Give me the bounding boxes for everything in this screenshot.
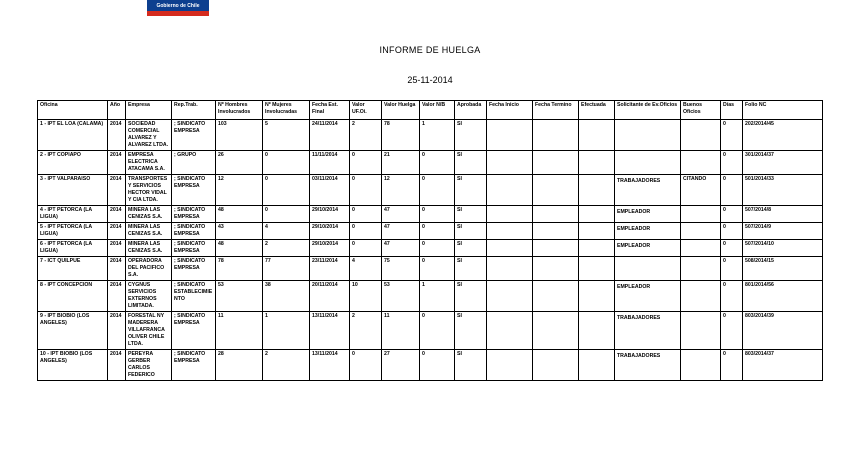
strike-report-table <box>37 100 823 381</box>
table-cell: 78 <box>382 120 420 151</box>
column-header: Fecha Inicio <box>487 101 533 120</box>
table-row <box>38 257 823 281</box>
table-row <box>38 151 823 175</box>
table-cell <box>533 151 579 175</box>
column-header: Año <box>108 101 126 120</box>
column-header: Fecha Termino <box>533 101 579 120</box>
gobierno-logo <box>147 0 209 16</box>
table-cell <box>487 240 533 257</box>
table-cell: 48 <box>216 206 263 223</box>
table-cell <box>487 223 533 240</box>
table-cell: 28 <box>216 350 263 381</box>
table-cell: 53 <box>382 281 420 312</box>
table-cell: 0 <box>420 206 455 223</box>
table-cell: 0 <box>721 120 743 151</box>
table-cell <box>579 240 615 257</box>
table-cell: TRANSPORTES Y SERVICIOS HECTOR VIDAL Y CIA LTDA. <box>126 175 172 206</box>
table-cell: EMPLEADOR <box>615 206 681 223</box>
table-cell: 12 <box>382 175 420 206</box>
table-cell <box>487 281 533 312</box>
table-cell: 8 - IPT CONCEPCION <box>38 281 108 312</box>
table-cell: 0 <box>350 151 382 175</box>
table-cell: ; SINDICATO EMPRESA <box>172 257 216 281</box>
table-cell <box>579 257 615 281</box>
table-cell <box>487 257 533 281</box>
column-header: Empresa <box>126 101 172 120</box>
column-header: Buenos Oficios <box>681 101 721 120</box>
table-cell: 0 <box>420 223 455 240</box>
table-cell: 0 <box>263 151 310 175</box>
column-header: Días <box>721 101 743 120</box>
table-cell: 9 - IPT BIOBIO (LOS ANGELES) <box>38 312 108 350</box>
table-cell <box>681 206 721 223</box>
table-cell: 7 - ICT QUILPUE <box>38 257 108 281</box>
report-title: INFORME DE HUELGA <box>379 45 481 55</box>
table-cell: 2014 <box>108 120 126 151</box>
table-cell: 507/2014/10 <box>743 240 823 257</box>
column-header: Valor Huelga <box>382 101 420 120</box>
column-header: Efectuada <box>579 101 615 120</box>
table-header-row <box>38 101 823 120</box>
table-cell: SI <box>455 350 487 381</box>
table-cell <box>615 120 681 151</box>
table-cell: 43 <box>216 223 263 240</box>
table-cell <box>487 206 533 223</box>
table-cell: SI <box>455 257 487 281</box>
table-cell: 27 <box>382 350 420 381</box>
table-cell <box>681 350 721 381</box>
column-header: Aprobada <box>455 101 487 120</box>
table-cell <box>487 175 533 206</box>
table-cell: ; SINDICATO EMPRESA <box>172 312 216 350</box>
table-cell <box>487 120 533 151</box>
column-header: Oficina <box>38 101 108 120</box>
table-cell: SI <box>455 206 487 223</box>
table-cell: ; SINDICATO EMPRESA <box>172 120 216 151</box>
table-cell <box>681 151 721 175</box>
report-date: 25-11-2014 <box>407 75 453 85</box>
table-cell: CITANDO <box>681 175 721 206</box>
table-cell: 4 <box>350 257 382 281</box>
table-cell: 2 <box>263 240 310 257</box>
table-cell: 2 <box>350 120 382 151</box>
table-cell <box>533 240 579 257</box>
table-cell: 508/2014/15 <box>743 257 823 281</box>
table-row <box>38 281 823 312</box>
table-cell: 0 <box>263 175 310 206</box>
table-cell <box>579 281 615 312</box>
table-cell: 2014 <box>108 281 126 312</box>
table-cell: 0 <box>721 350 743 381</box>
table-cell: CYGNUS SERVICIOS EXTERNOS LIMITADA. <box>126 281 172 312</box>
table-cell <box>533 175 579 206</box>
table-cell <box>615 151 681 175</box>
table-cell <box>487 312 533 350</box>
table-cell: FORESTAL NY MADERERA VILLAFRANCA OLIVER CHILE LTDA. <box>126 312 172 350</box>
table-cell <box>533 312 579 350</box>
table-cell: 0 <box>420 175 455 206</box>
table-row <box>38 240 823 257</box>
table-cell: MINERA LAS CENIZAS S.A. <box>126 206 172 223</box>
table-cell: 47 <box>382 223 420 240</box>
table-cell: 1 <box>420 120 455 151</box>
table-cell: 0 <box>721 175 743 206</box>
table-cell: 2 - IPT COPIAPO <box>38 151 108 175</box>
table-cell: ; SINDICATO EMPRESA <box>172 206 216 223</box>
table-cell: 0 <box>350 240 382 257</box>
table-cell: 0 <box>721 151 743 175</box>
table-cell: 2014 <box>108 223 126 240</box>
table-cell: 5 - IPT PETORCA (LA LIGUA) <box>38 223 108 240</box>
table-cell: 13/11/2014 <box>310 350 350 381</box>
table-cell: 0 <box>350 350 382 381</box>
table-cell: 29/10/2014 <box>310 223 350 240</box>
table-row <box>38 223 823 240</box>
table-cell: ; GRUPO <box>172 151 216 175</box>
table-row <box>38 120 823 151</box>
table-cell <box>533 206 579 223</box>
table-cell: 0 <box>721 312 743 350</box>
table-cell <box>681 120 721 151</box>
table-cell: 803/2014/39 <box>743 312 823 350</box>
table-cell: TRABAJADORES <box>615 350 681 381</box>
table-cell: SI <box>455 151 487 175</box>
table-cell: 0 <box>420 240 455 257</box>
table-cell: 5 <box>263 120 310 151</box>
table-cell: 0 <box>721 257 743 281</box>
table-cell: 0 <box>721 206 743 223</box>
table-cell: 0 <box>721 281 743 312</box>
table-cell <box>681 312 721 350</box>
column-header: Rep.Trab. <box>172 101 216 120</box>
table-cell <box>681 240 721 257</box>
table-cell: 4 <box>263 223 310 240</box>
table-cell: ; SINDICATO EMPRESA <box>172 175 216 206</box>
table-cell: 801/2014/56 <box>743 281 823 312</box>
table-cell: SOCIEDAD COMERCIAL ALVAREZ Y ALVAREZ LTDA. <box>126 120 172 151</box>
table-cell: 507/2014/9 <box>743 223 823 240</box>
table-cell <box>487 350 533 381</box>
table-row <box>38 350 823 381</box>
table-cell <box>681 257 721 281</box>
table-cell: SI <box>455 120 487 151</box>
table-row <box>38 206 823 223</box>
column-header: Valor UF.Oi. <box>350 101 382 120</box>
table-cell: 103 <box>216 120 263 151</box>
table-cell: 4 - IPT PETORCA (LA LIGUA) <box>38 206 108 223</box>
table-cell: 38 <box>263 281 310 312</box>
table-cell: 2014 <box>108 151 126 175</box>
table-cell: 0 <box>721 223 743 240</box>
table-cell <box>487 151 533 175</box>
table-cell: 11 <box>216 312 263 350</box>
table-cell: 2014 <box>108 350 126 381</box>
table-cell: 03/11/2014 <box>310 175 350 206</box>
column-header: Fecha Est. Final <box>310 101 350 120</box>
table-cell: 77 <box>263 257 310 281</box>
table-cell: 10 - IPT BIOBIO (LOS ANGELES) <box>38 350 108 381</box>
table-row <box>38 175 823 206</box>
table-cell <box>579 120 615 151</box>
table-cell: 29/10/2014 <box>310 206 350 223</box>
table-cell: SI <box>455 312 487 350</box>
table-cell: OPERADORA DEL PACIFICO S.A. <box>126 257 172 281</box>
table-cell: 29/10/2014 <box>310 240 350 257</box>
table-cell: PEREYRA GERBER CARLOS FEDERICO <box>126 350 172 381</box>
table-cell: 0 <box>350 223 382 240</box>
table-cell: 2014 <box>108 312 126 350</box>
table-cell: SI <box>455 240 487 257</box>
table-cell: ; SINDICATO EMPRESA <box>172 350 216 381</box>
table-cell: 1 <box>263 312 310 350</box>
column-header: Folio NC <box>743 101 823 120</box>
table-cell: 3 - IPT VALPARAISO <box>38 175 108 206</box>
table-cell: 12 <box>216 175 263 206</box>
table-cell: 1 - IPT EL LOA (CALAMA) <box>38 120 108 151</box>
table-cell: 75 <box>382 257 420 281</box>
column-header: Nº Mujeres Involucradas <box>263 101 310 120</box>
table-cell: EMPLEADOR <box>615 281 681 312</box>
table-cell: 10 <box>350 281 382 312</box>
table-cell: TRABAJADORES <box>615 312 681 350</box>
table-cell: 48 <box>216 240 263 257</box>
table-cell: SI <box>455 223 487 240</box>
table-cell: 2 <box>350 312 382 350</box>
table-cell <box>533 257 579 281</box>
table-cell <box>579 175 615 206</box>
table-cell: 0 <box>420 350 455 381</box>
table-cell <box>533 120 579 151</box>
table-cell: 0 <box>420 312 455 350</box>
table-cell: 501/2014/33 <box>743 175 823 206</box>
table-cell: MINERA LAS CENIZAS S.A. <box>126 223 172 240</box>
table-cell: 47 <box>382 206 420 223</box>
table-cell: 0 <box>350 175 382 206</box>
table-cell: 2014 <box>108 257 126 281</box>
table-cell: EMPLEADOR <box>615 223 681 240</box>
table-cell: 78 <box>216 257 263 281</box>
column-header: Nº Hombres Involucrados <box>216 101 263 120</box>
table-cell: 53 <box>216 281 263 312</box>
table-cell <box>615 257 681 281</box>
table-cell: SI <box>455 175 487 206</box>
table-cell <box>681 223 721 240</box>
table-cell: 20/11/2014 <box>310 281 350 312</box>
table-cell <box>533 223 579 240</box>
table-cell: 2014 <box>108 240 126 257</box>
table-cell: ; SINDICATO EMPRESA <box>172 223 216 240</box>
logo-red-stripe <box>147 11 209 16</box>
table-cell: 47 <box>382 240 420 257</box>
table-cell: TRABAJADORES <box>615 175 681 206</box>
table-cell: 0 <box>420 257 455 281</box>
table-cell: 21 <box>382 151 420 175</box>
table-cell: 23/11/2014 <box>310 257 350 281</box>
table-cell <box>579 350 615 381</box>
table-cell: SI <box>455 281 487 312</box>
table-cell <box>579 312 615 350</box>
table-cell <box>533 350 579 381</box>
table-cell: 803/2014/37 <box>743 350 823 381</box>
table-cell: ; SINDICATO ESTABLECIMIENTO <box>172 281 216 312</box>
column-header: Valor N/B <box>420 101 455 120</box>
table-row <box>38 312 823 350</box>
table-cell: 2014 <box>108 206 126 223</box>
table-cell: 507/2014/8 <box>743 206 823 223</box>
table-cell: 0 <box>420 151 455 175</box>
table-cell: MINERA LAS CENIZAS S.A. <box>126 240 172 257</box>
table-cell: 11 <box>382 312 420 350</box>
table-cell <box>579 206 615 223</box>
table-cell <box>533 281 579 312</box>
table-cell: ; SINDICATO EMPRESA <box>172 240 216 257</box>
table-cell: EMPLEADOR <box>615 240 681 257</box>
table-cell: 26 <box>216 151 263 175</box>
column-header: Solicitante de Ev.Oficios <box>615 101 681 120</box>
table-cell: 24/11/2014 <box>310 120 350 151</box>
table-cell <box>579 223 615 240</box>
table-cell: 2 <box>263 350 310 381</box>
table-cell: 202/2014/45 <box>743 120 823 151</box>
table-cell: 13/11/2014 <box>310 312 350 350</box>
table-cell: 1 <box>420 281 455 312</box>
table-cell: 11/11/2014 <box>310 151 350 175</box>
table-cell: 6 - IPT PETORCA (LA LIGUA) <box>38 240 108 257</box>
table-cell: 0 <box>721 240 743 257</box>
table-cell: 0 <box>350 206 382 223</box>
logo-text: Gobierno de Chile <box>156 3 200 9</box>
table-cell: EMPRESA ELECTRICA ATACAMA S.A. <box>126 151 172 175</box>
table-cell: 2014 <box>108 175 126 206</box>
table-cell: 0 <box>263 206 310 223</box>
table-cell <box>681 281 721 312</box>
table-cell <box>579 151 615 175</box>
table-cell: 301/2014/37 <box>743 151 823 175</box>
